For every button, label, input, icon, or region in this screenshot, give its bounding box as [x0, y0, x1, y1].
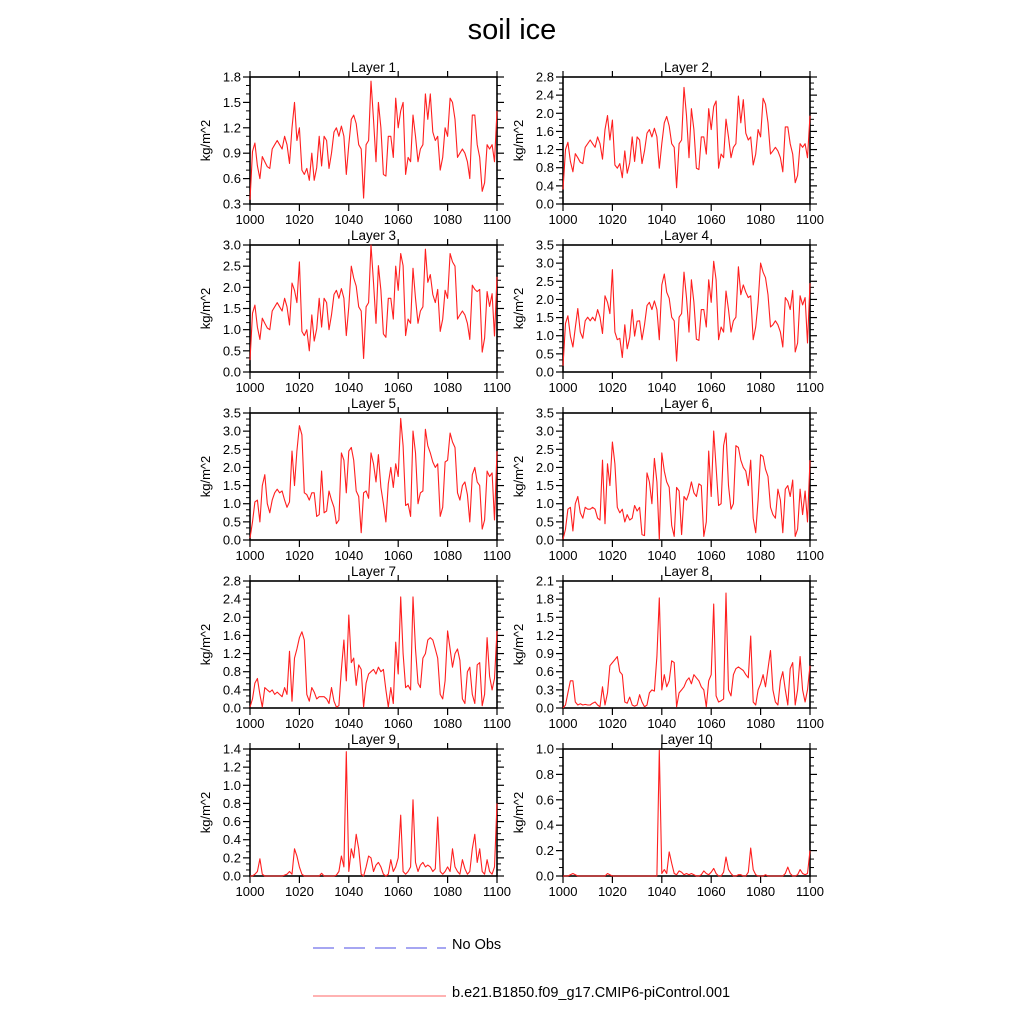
- x-tick-label: 1020: [597, 548, 627, 563]
- series-line: [563, 431, 810, 539]
- y-tick-label: 0.2: [222, 850, 241, 866]
- y-axis-label: kg/m^2: [511, 455, 526, 498]
- x-tick-label: 1080: [746, 548, 776, 563]
- y-axis-label: kg/m^2: [198, 119, 213, 162]
- x-tick-label: 1080: [433, 716, 463, 731]
- panel-layer-4: [498, 229, 838, 401]
- x-tick-label: 1100: [796, 548, 824, 563]
- y-tick-label: 0.0: [222, 700, 241, 716]
- panel-layer-2: [498, 61, 838, 233]
- x-tick-label: 1080: [433, 548, 463, 563]
- x-tick-label: 1020: [597, 884, 627, 899]
- panel-layer-3: [185, 229, 525, 401]
- y-tick-label: 1.5: [535, 310, 554, 326]
- x-tick-label: 1060: [696, 380, 726, 395]
- x-tick-label: 1040: [647, 716, 677, 731]
- panel-title: Layer 4: [663, 229, 710, 243]
- y-tick-label: 1.5: [222, 94, 241, 110]
- x-tick-label: 1000: [548, 548, 578, 563]
- y-axis-label: kg/m^2: [511, 119, 526, 162]
- x-tick-label: 1060: [696, 884, 726, 899]
- y-tick-label: 3.0: [222, 237, 241, 253]
- y-tick-label: 0.2: [535, 843, 554, 859]
- y-axis-label: kg/m^2: [198, 287, 213, 330]
- no-obs-legend-label: No Obs: [452, 937, 502, 953]
- y-tick-label: 2.0: [535, 291, 554, 307]
- y-tick-label: 0.0: [535, 700, 554, 716]
- y-tick-label: 1.5: [222, 301, 241, 316]
- y-tick-label: 2.5: [222, 258, 241, 274]
- plot-frame: [563, 245, 810, 372]
- panel-title: Layer 9: [350, 733, 397, 747]
- x-tick-label: 1000: [235, 380, 265, 395]
- y-axis-label: kg/m^2: [511, 791, 526, 834]
- x-tick-label: 1060: [696, 212, 726, 227]
- y-axis-label: kg/m^2: [511, 287, 526, 330]
- y-tick-label: 2.4: [535, 87, 554, 103]
- y-axis-label: kg/m^2: [198, 623, 213, 666]
- x-tick-label: 1020: [284, 716, 314, 731]
- y-tick-label: 2.5: [222, 441, 241, 457]
- x-tick-label: 1060: [696, 716, 726, 731]
- x-tick-label: 1100: [483, 884, 511, 899]
- y-tick-label: 2.1: [535, 573, 554, 589]
- x-tick-label: 1000: [235, 212, 265, 227]
- y-tick-label: 2.5: [535, 273, 554, 289]
- x-tick-label: 1000: [548, 716, 578, 731]
- x-tick-label: 1020: [597, 212, 627, 227]
- x-tick-label: 1060: [696, 548, 726, 563]
- plot-frame: [563, 77, 810, 204]
- y-tick-label: 0.8: [535, 766, 554, 782]
- y-tick-label: 1.0: [222, 496, 241, 512]
- y-tick-label: 1.2: [222, 120, 241, 136]
- x-tick-label: 1020: [284, 884, 314, 899]
- x-tick-label: 1100: [796, 716, 824, 731]
- x-tick-label: 1040: [334, 380, 364, 395]
- y-tick-label: 2.0: [535, 459, 554, 475]
- x-tick-label: 1040: [647, 884, 677, 899]
- y-tick-label: 0.4: [535, 817, 554, 833]
- y-tick-label: 3.0: [535, 423, 554, 439]
- x-tick-label: 1060: [383, 548, 413, 563]
- no-obs-legend-line: [312, 943, 452, 953]
- y-axis-label: kg/m^2: [198, 791, 213, 834]
- y-tick-label: 0.6: [222, 171, 241, 187]
- y-tick-label: 1.0: [535, 328, 554, 344]
- y-tick-label: 2.0: [535, 105, 554, 121]
- y-tick-label: 1.5: [222, 478, 241, 494]
- y-tick-label: 1.0: [535, 496, 554, 512]
- y-tick-label: 3.5: [535, 237, 554, 253]
- series-line: [563, 261, 810, 366]
- y-tick-label: 2.8: [222, 573, 241, 589]
- x-tick-label: 1060: [383, 380, 413, 395]
- x-tick-label: 1000: [235, 884, 265, 899]
- panel-layer-10: [498, 733, 838, 905]
- x-tick-label: 1060: [383, 716, 413, 731]
- x-tick-label: 1000: [235, 548, 265, 563]
- x-tick-label: 1080: [433, 380, 463, 395]
- y-tick-label: 1.0: [222, 322, 241, 338]
- y-tick-label: 0.0: [535, 196, 554, 212]
- y-tick-label: 0.0: [535, 532, 554, 548]
- y-tick-label: 0.0: [222, 532, 241, 548]
- x-tick-label: 1080: [433, 884, 463, 899]
- y-tick-label: 0.0: [222, 364, 241, 380]
- x-tick-label: 1060: [383, 212, 413, 227]
- y-tick-label: 3.0: [222, 423, 241, 439]
- y-tick-label: 1.6: [535, 123, 554, 139]
- y-axis-label: kg/m^2: [511, 623, 526, 666]
- x-tick-label: 1020: [597, 716, 627, 731]
- y-tick-label: 1.8: [222, 69, 241, 85]
- x-tick-label: 1040: [647, 212, 677, 227]
- x-tick-label: 1060: [383, 884, 413, 899]
- x-tick-label: 1080: [746, 212, 776, 227]
- y-tick-label: 0.0: [535, 364, 554, 380]
- y-tick-label: 1.4: [222, 741, 241, 757]
- series-line: [250, 418, 497, 538]
- y-tick-label: 0.5: [222, 514, 241, 530]
- y-tick-label: 2.0: [222, 279, 241, 295]
- y-tick-label: 1.6: [222, 627, 241, 643]
- y-tick-label: 0.9: [222, 145, 241, 161]
- series-line: [563, 87, 810, 189]
- y-tick-label: 2.4: [222, 591, 241, 607]
- y-tick-label: 1.2: [222, 759, 241, 775]
- panel-layer-9: [185, 733, 525, 905]
- y-tick-label: 0.5: [535, 514, 554, 530]
- panel-title: Layer 7: [350, 565, 397, 579]
- plot-frame: [250, 413, 497, 540]
- x-tick-label: 1080: [433, 212, 463, 227]
- panel-layer-5: [185, 397, 525, 569]
- x-tick-label: 1020: [284, 380, 314, 395]
- y-tick-label: 0.4: [222, 682, 241, 698]
- x-tick-label: 1040: [647, 380, 677, 395]
- panel-title: Layer 2: [663, 61, 710, 75]
- y-tick-label: 3.5: [222, 405, 241, 421]
- case-legend-label: b.e21.B1850.f09_g17.CMIP6-piControl.001: [452, 985, 731, 1001]
- x-tick-label: 1100: [796, 884, 824, 899]
- panel-title: Layer 10: [660, 733, 713, 747]
- y-tick-label: 3.5: [535, 405, 554, 421]
- x-tick-label: 1040: [334, 548, 364, 563]
- x-tick-label: 1020: [284, 212, 314, 227]
- x-tick-label: 1020: [284, 548, 314, 563]
- series-line: [250, 245, 497, 360]
- x-tick-label: 1040: [334, 716, 364, 731]
- panel-title: Layer 1: [350, 61, 397, 75]
- y-tick-label: 0.8: [535, 160, 554, 176]
- y-tick-label: 0.6: [222, 814, 241, 830]
- y-tick-label: 1.5: [535, 478, 554, 494]
- x-tick-label: 1080: [746, 884, 776, 899]
- y-tick-label: 0.8: [222, 795, 241, 811]
- y-tick-label: 2.0: [222, 609, 241, 625]
- y-tick-label: 2.5: [535, 441, 554, 457]
- x-tick-label: 1020: [597, 380, 627, 395]
- x-tick-label: 1100: [483, 212, 511, 227]
- y-tick-label: 1.2: [535, 142, 554, 158]
- y-tick-label: 1.0: [535, 741, 554, 757]
- x-tick-label: 1100: [796, 380, 824, 395]
- x-tick-label: 1100: [796, 212, 824, 227]
- y-tick-label: 0.3: [535, 682, 554, 698]
- plot-frame: [563, 749, 810, 876]
- x-tick-label: 1040: [334, 212, 364, 227]
- y-tick-label: 0.6: [535, 664, 554, 680]
- plot-frame: [250, 749, 497, 876]
- plot-frame: [563, 413, 810, 540]
- y-tick-label: 0.0: [535, 868, 554, 884]
- y-tick-label: 0.4: [535, 178, 554, 194]
- x-tick-label: 1040: [647, 548, 677, 563]
- x-tick-label: 1000: [235, 716, 265, 731]
- series-line: [250, 752, 497, 876]
- y-tick-label: 0.5: [222, 343, 241, 359]
- y-tick-label: 1.2: [535, 627, 554, 643]
- y-tick-label: 0.6: [535, 792, 554, 808]
- x-tick-label: 1040: [334, 884, 364, 899]
- panel-title: Layer 5: [350, 397, 397, 411]
- y-tick-label: 1.2: [222, 646, 241, 662]
- x-tick-label: 1100: [483, 716, 511, 731]
- series-line: [250, 597, 497, 707]
- x-tick-label: 1100: [483, 380, 511, 395]
- panel-title: Layer 8: [663, 565, 710, 579]
- y-tick-label: 1.8: [535, 591, 554, 607]
- y-tick-label: 1.0: [222, 777, 241, 793]
- case-legend-line: [312, 991, 452, 1001]
- x-tick-label: 1000: [548, 212, 578, 227]
- panel-title: Layer 6: [663, 397, 710, 411]
- y-tick-label: 0.9: [535, 646, 554, 662]
- y-tick-label: 0.4: [222, 832, 241, 848]
- panel-layer-8: [498, 565, 838, 737]
- series-line: [563, 750, 810, 876]
- panel-title: Layer 3: [350, 229, 397, 243]
- chart-title: soil ice: [467, 14, 557, 46]
- x-tick-label: 1100: [483, 548, 511, 563]
- plot-frame: [250, 77, 497, 204]
- panel-layer-7: [185, 565, 525, 737]
- y-tick-label: 2.8: [535, 69, 554, 85]
- x-tick-label: 1080: [746, 380, 776, 395]
- x-tick-label: 1080: [746, 716, 776, 731]
- x-tick-label: 1000: [548, 380, 578, 395]
- series-line: [563, 593, 810, 708]
- y-tick-label: 3.0: [535, 255, 554, 271]
- y-axis-label: kg/m^2: [198, 455, 213, 498]
- y-tick-label: 1.5: [535, 609, 554, 625]
- panel-layer-6: [498, 397, 838, 569]
- y-tick-label: 0.0: [222, 868, 241, 884]
- panel-layer-1: [185, 61, 525, 233]
- series-line: [250, 81, 497, 200]
- x-tick-label: 1000: [548, 884, 578, 899]
- y-tick-label: 0.3: [222, 196, 241, 212]
- y-tick-label: 0.5: [535, 346, 554, 362]
- y-tick-label: 0.8: [222, 664, 241, 680]
- y-tick-label: 2.0: [222, 459, 241, 475]
